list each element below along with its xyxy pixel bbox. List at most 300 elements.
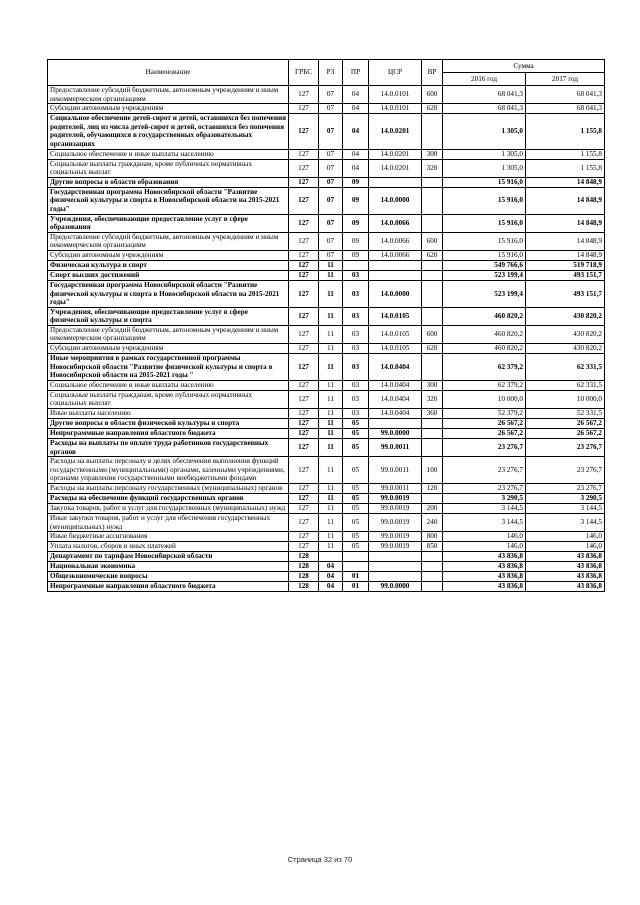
cell-name: Социальное обеспечение и иные выплаты населению: [48, 380, 289, 390]
cell-pr: 03: [343, 390, 369, 408]
cell-csr: 14.0.0201: [369, 114, 422, 149]
cell-rz: 07: [319, 250, 343, 260]
page-number: Страница 32 из 70: [287, 855, 353, 864]
cell-sum-2017: 43 836,8: [526, 552, 605, 562]
cell-rz: 11: [319, 532, 343, 542]
cell-sum-2017: 14 848,9: [526, 177, 605, 187]
cell-vr: [422, 494, 443, 504]
cell-vr: [422, 187, 443, 214]
cell-grbs: 127: [289, 409, 319, 419]
cell-rz: 11: [319, 307, 343, 325]
cell-sum-2016: 1 305,0: [443, 114, 526, 149]
cell-csr: 99.0.0000: [369, 429, 422, 439]
cell-grbs: 127: [289, 86, 319, 104]
table-row: [48, 114, 605, 149]
cell-sum-2017: 62 331,5: [526, 380, 605, 390]
cell-vr: 120: [422, 484, 443, 494]
cell-pr: 09: [343, 250, 369, 260]
table-row: [48, 250, 605, 260]
cell-grbs: 127: [289, 390, 319, 408]
cell-csr: 99.0.0011: [369, 439, 422, 457]
cell-name: Закупка товаров, работ и услуг для государственных (муниципальных) нужд: [48, 504, 289, 514]
cell-grbs: 127: [289, 250, 319, 260]
cell-sum-2017: 43 836,8: [526, 562, 605, 572]
table-row: [48, 260, 605, 270]
cell-sum-2016: 68 041,3: [443, 104, 526, 114]
cell-sum-2017: 14 848,9: [526, 250, 605, 260]
cell-sum-2016: 460 820,2: [443, 307, 526, 325]
cell-name: Учреждения, обеспечивающие предоставление услуг в сфере образования: [48, 214, 289, 232]
cell-grbs: 127: [289, 380, 319, 390]
cell-name: Социальное обеспечение детей-сирот и детей, оставшихся без попечения родителей, лиц из числа детей-сирот и детей, оставшихся без попечения родителей, обучающихся в государственных образовательных организациях: [48, 114, 289, 149]
cell-rz: 07: [319, 187, 343, 214]
cell-vr: [422, 354, 443, 381]
cell-vr: 100: [422, 457, 443, 484]
cell-name: Субсидии автономным учреждениям: [48, 344, 289, 354]
cell-pr: 03: [343, 409, 369, 419]
cell-sum-2017: 26 567,2: [526, 419, 605, 429]
cell-sum-2016: 3 144,5: [443, 514, 526, 532]
cell-pr: [343, 552, 369, 562]
cell-sum-2016: 460 820,2: [443, 344, 526, 354]
table-row: [48, 344, 605, 354]
cell-grbs: 127: [289, 504, 319, 514]
cell-grbs: 127: [289, 104, 319, 114]
col-header-grbs: ГРБС: [289, 60, 319, 86]
cell-sum-2016: 43 836,8: [443, 582, 526, 592]
cell-grbs: 127: [289, 114, 319, 149]
cell-pr: 05: [343, 542, 369, 552]
cell-sum-2016: 523 199,4: [443, 280, 526, 307]
cell-grbs: 127: [289, 419, 319, 429]
cell-csr: [369, 177, 422, 187]
cell-sum-2016: 146,0: [443, 532, 526, 542]
cell-rz: [319, 552, 343, 562]
cell-sum-2017: 3 144,5: [526, 514, 605, 532]
cell-sum-2016: 15 916,0: [443, 232, 526, 250]
cell-csr: 14.0.0105: [369, 344, 422, 354]
cell-grbs: 127: [289, 457, 319, 484]
cell-pr: 09: [343, 187, 369, 214]
cell-name: Национальная экономика: [48, 562, 289, 572]
cell-rz: 11: [319, 419, 343, 429]
cell-sum-2016: 26 567,2: [443, 419, 526, 429]
cell-pr: 05: [343, 439, 369, 457]
cell-vr: [422, 582, 443, 592]
cell-vr: [422, 270, 443, 280]
cell-sum-2017: 493 151,7: [526, 270, 605, 280]
cell-sum-2017: 1 155,8: [526, 149, 605, 159]
cell-name: Другие вопросы в области образования: [48, 177, 289, 187]
cell-name: Иные бюджетные ассигнования: [48, 532, 289, 542]
cell-pr: 03: [343, 325, 369, 343]
table-row: [48, 494, 605, 504]
cell-vr: 600: [422, 325, 443, 343]
cell-vr: 620: [422, 104, 443, 114]
table-row: [48, 380, 605, 390]
cell-pr: 09: [343, 214, 369, 232]
cell-name: Непрограммные направления областного бюджета: [48, 582, 289, 592]
cell-sum-2017: 68 041,3: [526, 104, 605, 114]
cell-grbs: 128: [289, 582, 319, 592]
table-row: [48, 325, 605, 343]
cell-pr: 04: [343, 86, 369, 104]
cell-sum-2017: 23 276,7: [526, 457, 605, 484]
cell-sum-2017: 430 820,2: [526, 344, 605, 354]
cell-rz: 11: [319, 504, 343, 514]
cell-rz: 07: [319, 86, 343, 104]
col-header-2016: 2016 год: [443, 73, 526, 86]
cell-name: Расходы на выплаты по оплате труда работников государственных органов: [48, 439, 289, 457]
table-row: [48, 572, 605, 582]
table-row: [48, 457, 605, 484]
cell-grbs: 127: [289, 484, 319, 494]
cell-pr: 05: [343, 514, 369, 532]
cell-csr: 14.0.0000: [369, 187, 422, 214]
cell-pr: 09: [343, 177, 369, 187]
cell-rz: 11: [319, 484, 343, 494]
cell-csr: 99.0.0019: [369, 504, 422, 514]
table-row: [48, 552, 605, 562]
cell-name: Социальные выплаты гражданам, кроме публичных нормативных социальных выплат: [48, 159, 289, 177]
cell-vr: 200: [422, 504, 443, 514]
cell-sum-2017: 430 820,2: [526, 307, 605, 325]
cell-sum-2017: 519 718,9: [526, 260, 605, 270]
table-row: [48, 187, 605, 214]
cell-grbs: 127: [289, 325, 319, 343]
cell-csr: 14.0.0066: [369, 232, 422, 250]
cell-grbs: 127: [289, 439, 319, 457]
cell-sum-2017: 14 848,9: [526, 214, 605, 232]
cell-sum-2016: 3 290,5: [443, 494, 526, 504]
cell-sum-2017: 1 155,8: [526, 114, 605, 149]
cell-name: Расходы на выплаты персоналу государственных (муниципальных) органов: [48, 484, 289, 494]
cell-csr: 14.0.0105: [369, 325, 422, 343]
cell-name: Расходы на обеспечение функций государственных органов: [48, 494, 289, 504]
cell-name: Субсидии автономным учреждениям: [48, 104, 289, 114]
cell-pr: 04: [343, 104, 369, 114]
cell-vr: [422, 177, 443, 187]
cell-name: Предоставление субсидий бюджетным, автономным учреждениям и иным некоммерческим организациям: [48, 325, 289, 343]
cell-pr: 01: [343, 582, 369, 592]
cell-sum-2016: 15 916,0: [443, 214, 526, 232]
table-row: [48, 582, 605, 592]
col-header-pr: ПР: [343, 60, 369, 86]
cell-sum-2016: 460 820,2: [443, 325, 526, 343]
table-row: [48, 280, 605, 307]
cell-sum-2016: 523 199,4: [443, 270, 526, 280]
cell-csr: 99.0.0019: [369, 542, 422, 552]
cell-sum-2016: 62 379,2: [443, 380, 526, 390]
cell-pr: 03: [343, 380, 369, 390]
cell-csr: 14.0.0000: [369, 280, 422, 307]
cell-csr: [369, 419, 422, 429]
cell-rz: 07: [319, 114, 343, 149]
cell-sum-2017: 493 151,7: [526, 280, 605, 307]
cell-sum-2017: 52 331,5: [526, 409, 605, 419]
budget-table: [47, 59, 605, 592]
col-header-csr: ЦСР: [369, 60, 422, 86]
table-body: [48, 86, 605, 592]
cell-sum-2016: 3 144,5: [443, 504, 526, 514]
cell-sum-2017: 14 848,9: [526, 187, 605, 214]
cell-rz: 04: [319, 572, 343, 582]
cell-vr: 600: [422, 232, 443, 250]
table-row: [48, 429, 605, 439]
table-row: [48, 232, 605, 250]
cell-rz: 11: [319, 457, 343, 484]
cell-vr: [422, 429, 443, 439]
cell-rz: 04: [319, 582, 343, 592]
cell-csr: 14.0.0066: [369, 214, 422, 232]
cell-pr: 05: [343, 504, 369, 514]
cell-csr: [369, 270, 422, 280]
cell-vr: 620: [422, 344, 443, 354]
cell-vr: 620: [422, 250, 443, 260]
cell-grbs: 127: [289, 429, 319, 439]
cell-grbs: 127: [289, 307, 319, 325]
cell-sum-2016: 1 305,0: [443, 149, 526, 159]
cell-name: Социальные выплаты гражданам, кроме публичных нормативных социальных выплат: [48, 390, 289, 408]
cell-grbs: 127: [289, 260, 319, 270]
cell-sum-2017: 430 820,2: [526, 325, 605, 343]
cell-sum-2017: 23 276,7: [526, 484, 605, 494]
cell-csr: [369, 260, 422, 270]
cell-grbs: 127: [289, 344, 319, 354]
cell-sum-2016: 23 276,7: [443, 457, 526, 484]
cell-pr: [343, 562, 369, 572]
cell-rz: 11: [319, 390, 343, 408]
cell-csr: [369, 562, 422, 572]
col-header-vr: ВР: [422, 60, 443, 86]
cell-pr: 03: [343, 307, 369, 325]
cell-rz: 11: [319, 514, 343, 532]
cell-pr: 05: [343, 494, 369, 504]
cell-rz: 11: [319, 325, 343, 343]
cell-vr: [422, 214, 443, 232]
table-row: [48, 307, 605, 325]
cell-name: Непрограммные направления областного бюджета: [48, 429, 289, 439]
col-header-sum: Сумма: [443, 60, 605, 73]
cell-csr: 14.0.0066: [369, 250, 422, 260]
cell-pr: 01: [343, 572, 369, 582]
cell-name: Субсидии автономным учреждениям: [48, 250, 289, 260]
cell-vr: [422, 260, 443, 270]
cell-sum-2017: 146,0: [526, 532, 605, 542]
cell-csr: 14.0.0404: [369, 380, 422, 390]
cell-sum-2017: 3 144,5: [526, 504, 605, 514]
cell-name: Иные закупки товаров, работ и услуг для обеспечения государственных (муниципальных) нужд: [48, 514, 289, 532]
cell-grbs: 127: [289, 149, 319, 159]
cell-csr: 99.0.0019: [369, 532, 422, 542]
cell-vr: [422, 419, 443, 429]
cell-grbs: 128: [289, 562, 319, 572]
cell-sum-2016: 15 916,0: [443, 250, 526, 260]
cell-rz: 11: [319, 280, 343, 307]
cell-csr: 14.0.0101: [369, 86, 422, 104]
cell-grbs: 127: [289, 532, 319, 542]
cell-grbs: 127: [289, 354, 319, 381]
cell-grbs: 127: [289, 232, 319, 250]
cell-grbs: 127: [289, 514, 319, 532]
cell-pr: [343, 260, 369, 270]
cell-csr: 14.0.0105: [369, 307, 422, 325]
table-row: [48, 409, 605, 419]
table-row: [48, 270, 605, 280]
cell-sum-2016: 43 836,8: [443, 562, 526, 572]
cell-csr: 14.0.0201: [369, 149, 422, 159]
table-row: [48, 514, 605, 532]
cell-sum-2016: 1 305,0: [443, 159, 526, 177]
cell-csr: 14.0.0101: [369, 104, 422, 114]
cell-pr: 03: [343, 270, 369, 280]
cell-pr: 03: [343, 344, 369, 354]
cell-sum-2016: 146,0: [443, 542, 526, 552]
cell-pr: 03: [343, 354, 369, 381]
cell-vr: 600: [422, 86, 443, 104]
table-row: [48, 439, 605, 457]
cell-rz: 04: [319, 562, 343, 572]
col-header-rz: РЗ: [319, 60, 343, 86]
col-header-2017: 2017 год: [526, 73, 605, 86]
cell-name: Иные мероприятия в рамках государственной программы Новосибирской области "Развитие физической культуры и спорта в Новосибирской области на 2015-2021 годы ": [48, 354, 289, 381]
cell-csr: [369, 552, 422, 562]
cell-name: Другие вопросы в области физической культуры и спорта: [48, 419, 289, 429]
table-row: [48, 504, 605, 514]
cell-grbs: 127: [289, 187, 319, 214]
cell-sum-2017: 23 276,7: [526, 439, 605, 457]
cell-sum-2017: 43 836,8: [526, 582, 605, 592]
cell-grbs: 127: [289, 177, 319, 187]
cell-rz: 07: [319, 159, 343, 177]
cell-sum-2016: 15 916,0: [443, 187, 526, 214]
cell-pr: 05: [343, 532, 369, 542]
cell-csr: 14.0.0404: [369, 409, 422, 419]
cell-pr: 04: [343, 149, 369, 159]
cell-rz: 11: [319, 260, 343, 270]
table-row: [48, 562, 605, 572]
cell-sum-2017: 26 567,2: [526, 429, 605, 439]
cell-rz: 11: [319, 354, 343, 381]
cell-rz: 11: [319, 380, 343, 390]
cell-vr: 320: [422, 159, 443, 177]
cell-sum-2016: 43 836,8: [443, 572, 526, 582]
cell-sum-2016: 68 041,3: [443, 86, 526, 104]
cell-pr: 05: [343, 457, 369, 484]
cell-sum-2017: 3 290,5: [526, 494, 605, 504]
cell-rz: 07: [319, 214, 343, 232]
cell-pr: 09: [343, 232, 369, 250]
cell-name: Расходы на выплаты персоналу в целях обеспечения выполнения функций государственными (муниципальными) органами, казенными учреждениями, органами управления государственными внебюджетными фондами: [48, 457, 289, 484]
cell-pr: 04: [343, 159, 369, 177]
cell-sum-2017: 43 836,8: [526, 572, 605, 582]
table-row: [48, 390, 605, 408]
cell-vr: [422, 307, 443, 325]
table-row: [48, 104, 605, 114]
cell-vr: 360: [422, 409, 443, 419]
cell-name: Государственная программа Новосибирской области "Развитие физической культуры и спорта в Новосибирской области на 2015-2021 годы": [48, 280, 289, 307]
cell-grbs: 127: [289, 280, 319, 307]
cell-grbs: 128: [289, 572, 319, 582]
cell-vr: [422, 572, 443, 582]
table-row: [48, 484, 605, 494]
cell-grbs: 127: [289, 494, 319, 504]
cell-name: Физическая культура и спорт: [48, 260, 289, 270]
cell-pr: 05: [343, 419, 369, 429]
cell-sum-2016: 15 916,0: [443, 177, 526, 187]
cell-csr: 99.0.0011: [369, 457, 422, 484]
cell-name: Социальное обеспечение и иные выплаты населению: [48, 149, 289, 159]
table-row: [48, 419, 605, 429]
cell-csr: 99.0.0019: [369, 514, 422, 532]
cell-rz: 11: [319, 270, 343, 280]
cell-rz: 11: [319, 542, 343, 552]
cell-pr: 04: [343, 114, 369, 149]
cell-csr: [369, 572, 422, 582]
cell-csr: 14.0.0404: [369, 354, 422, 381]
cell-pr: 03: [343, 280, 369, 307]
cell-sum-2016: 62 379,2: [443, 354, 526, 381]
cell-vr: [422, 439, 443, 457]
cell-name: Учреждения, обеспечивающие предоставление услуг в сфере физической культуры и спорта: [48, 307, 289, 325]
cell-vr: [422, 114, 443, 149]
cell-rz: 11: [319, 494, 343, 504]
cell-rz: 07: [319, 232, 343, 250]
cell-grbs: 127: [289, 270, 319, 280]
cell-grbs: 127: [289, 159, 319, 177]
table-row: [48, 149, 605, 159]
cell-sum-2017: 146,0: [526, 542, 605, 552]
cell-rz: 07: [319, 149, 343, 159]
cell-sum-2017: 68 041,3: [526, 86, 605, 104]
cell-csr: 99.0.0019: [369, 494, 422, 504]
cell-sum-2016: 52 379,2: [443, 409, 526, 419]
cell-vr: 320: [422, 390, 443, 408]
cell-rz: 11: [319, 429, 343, 439]
cell-name: Предоставление субсидий бюджетным, автономным учреждениям и иным некоммерческим организациям: [48, 232, 289, 250]
cell-name: Иные выплаты населению: [48, 409, 289, 419]
cell-name: Государственная программа Новосибирской области "Развитие физической культуры и спорта в Новосибирской области на 2015-2021 годы": [48, 187, 289, 214]
table-row: [48, 542, 605, 552]
cell-grbs: 127: [289, 214, 319, 232]
cell-rz: 07: [319, 104, 343, 114]
table-row: [48, 532, 605, 542]
cell-grbs: 127: [289, 542, 319, 552]
col-header-name: Наименование: [48, 60, 289, 86]
table-row: [48, 214, 605, 232]
cell-sum-2017: 62 331,5: [526, 354, 605, 381]
cell-rz: 11: [319, 439, 343, 457]
cell-sum-2017: 10 000,0: [526, 390, 605, 408]
cell-vr: 800: [422, 532, 443, 542]
table-row: [48, 86, 605, 104]
cell-vr: 240: [422, 514, 443, 532]
cell-name: Департамент по тарифам Новосибирской области: [48, 552, 289, 562]
table-row: [48, 354, 605, 381]
cell-vr: [422, 562, 443, 572]
cell-vr: [422, 280, 443, 307]
cell-grbs: 128: [289, 552, 319, 562]
cell-vr: 850: [422, 542, 443, 552]
cell-vr: 300: [422, 380, 443, 390]
cell-pr: 05: [343, 429, 369, 439]
cell-rz: 11: [319, 409, 343, 419]
cell-vr: 300: [422, 149, 443, 159]
cell-sum-2017: 1 155,8: [526, 159, 605, 177]
cell-vr: [422, 552, 443, 562]
cell-sum-2017: 14 848,9: [526, 232, 605, 250]
cell-sum-2016: 10 000,0: [443, 390, 526, 408]
